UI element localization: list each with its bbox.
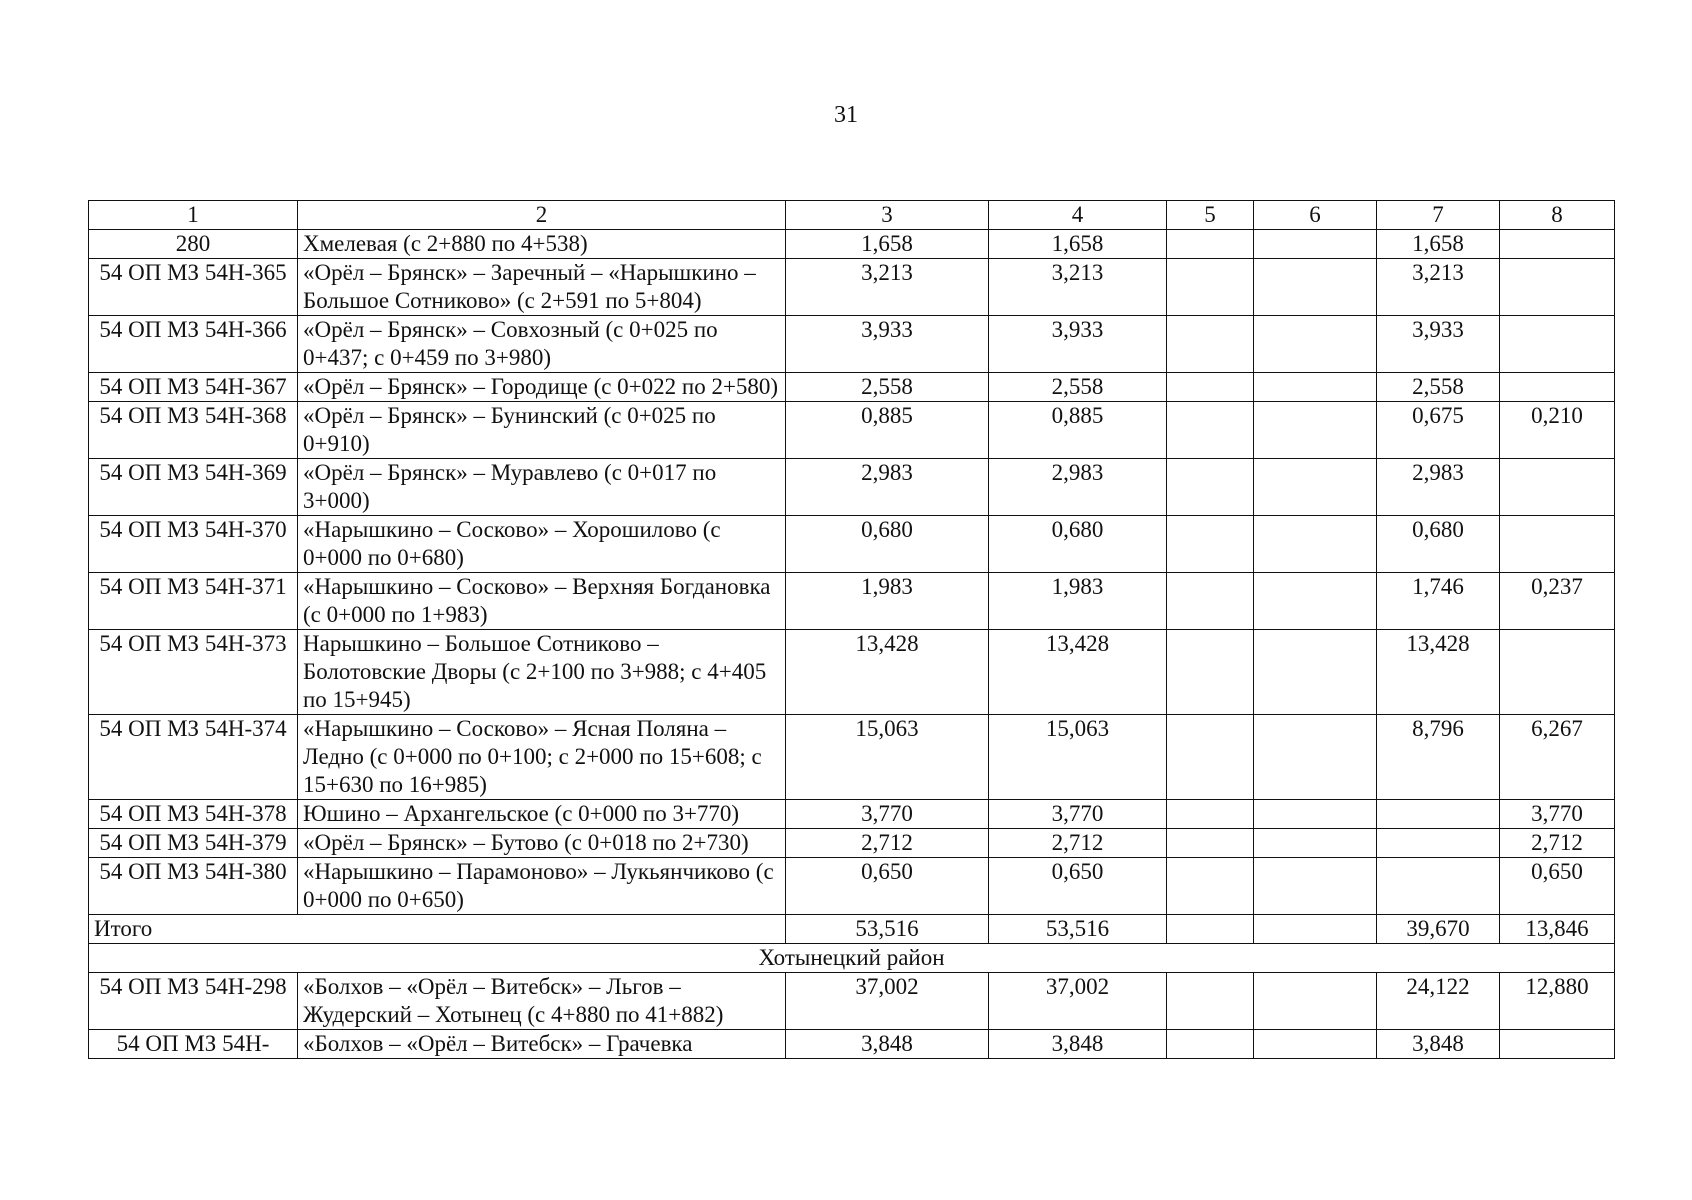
table-row xyxy=(89,715,1615,800)
value-col-7: 2,558 xyxy=(1377,373,1500,402)
table-row xyxy=(89,800,1615,829)
road-code: 54 ОП МЗ 54Н-380 xyxy=(89,858,298,915)
value-col-5 xyxy=(1167,316,1254,373)
value-col-3: 2,558 xyxy=(786,373,989,402)
value-col-5 xyxy=(1167,259,1254,316)
value-col-6 xyxy=(1254,973,1377,1030)
value-col-3: 0,650 xyxy=(786,858,989,915)
total-row xyxy=(89,915,1615,944)
road-code: 54 ОП МЗ 54Н-365 xyxy=(89,259,298,316)
value-col-4: 3,770 xyxy=(989,800,1167,829)
value-col-5 xyxy=(1167,373,1254,402)
value-col-7: 8,796 xyxy=(1377,715,1500,800)
total-label: Итого xyxy=(89,915,786,944)
value-col-7: 13,428 xyxy=(1377,630,1500,715)
value-col-5 xyxy=(1167,402,1254,459)
value-col-5 xyxy=(1167,800,1254,829)
value-col-8: 0,210 xyxy=(1500,402,1615,459)
value-col-5 xyxy=(1167,516,1254,573)
value-col-7: 1,658 xyxy=(1377,230,1500,259)
value-col-6 xyxy=(1254,1030,1377,1059)
value-col-4: 1,983 xyxy=(989,573,1167,630)
value-col-5 xyxy=(1167,459,1254,516)
road-code: 54 ОП МЗ 54Н-373 xyxy=(89,630,298,715)
value-col-6 xyxy=(1254,858,1377,915)
value-col-4: 1,658 xyxy=(989,230,1167,259)
total-col-7: 39,670 xyxy=(1377,915,1500,944)
value-col-5 xyxy=(1167,973,1254,1030)
value-col-6 xyxy=(1254,800,1377,829)
table-total xyxy=(89,915,1615,973)
value-col-3: 37,002 xyxy=(786,973,989,1030)
table-row xyxy=(89,259,1615,316)
value-col-7 xyxy=(1377,858,1500,915)
value-col-7: 0,680 xyxy=(1377,516,1500,573)
road-code: 54 ОП МЗ 54Н-379 xyxy=(89,829,298,858)
value-col-4: 3,933 xyxy=(989,316,1167,373)
header-col-8: 8 xyxy=(1500,201,1615,230)
value-col-4: 3,213 xyxy=(989,259,1167,316)
table-row xyxy=(89,230,1615,259)
road-name: Юшино – Архангельское (с 0+000 по 3+770) xyxy=(298,800,786,829)
road-code: 54 ОП МЗ 54Н-374 xyxy=(89,715,298,800)
total-col-6 xyxy=(1254,915,1377,944)
value-col-3: 0,885 xyxy=(786,402,989,459)
value-col-4: 0,680 xyxy=(989,516,1167,573)
road-name: «Орёл – Брянск» – Бутово (с 0+018 по 2+730) xyxy=(298,829,786,858)
value-col-8 xyxy=(1500,1030,1615,1059)
header-col-5: 5 xyxy=(1167,201,1254,230)
road-name: «Орёл – Брянск» – Бунинский (с 0+025 по 0+910) xyxy=(298,402,786,459)
value-col-7: 2,983 xyxy=(1377,459,1500,516)
table-row xyxy=(89,373,1615,402)
value-col-6 xyxy=(1254,573,1377,630)
value-col-7: 3,848 xyxy=(1377,1030,1500,1059)
total-col-5 xyxy=(1167,915,1254,944)
road-code: 54 ОП МЗ 54Н-368 xyxy=(89,402,298,459)
page-number: 31 xyxy=(834,102,858,128)
road-code: 54 ОП МЗ 54Н-371 xyxy=(89,573,298,630)
header-col-1: 1 xyxy=(89,201,298,230)
value-col-3: 0,680 xyxy=(786,516,989,573)
header-col-3: 3 xyxy=(786,201,989,230)
value-col-8: 6,267 xyxy=(1500,715,1615,800)
road-name: «Нарышкино – Сосково» – Хорошилово (с 0+000 по 0+680) xyxy=(298,516,786,573)
table-body-khotynets xyxy=(89,973,1615,1059)
value-col-3: 2,712 xyxy=(786,829,989,858)
value-col-8 xyxy=(1500,259,1615,316)
value-col-3: 3,770 xyxy=(786,800,989,829)
table-row xyxy=(89,316,1615,373)
road-name: «Орёл – Брянск» – Заречный – «Нарышкино – Большое Сотниково» (с 2+591 по 5+804) xyxy=(298,259,786,316)
road-name: «Болхов – «Орёл – Витебск» – Грачевка xyxy=(298,1030,786,1059)
road-code: 54 ОП МЗ 54Н-369 xyxy=(89,459,298,516)
value-col-3: 1,983 xyxy=(786,573,989,630)
value-col-8 xyxy=(1500,373,1615,402)
header-col-2: 2 xyxy=(298,201,786,230)
value-col-5 xyxy=(1167,630,1254,715)
value-col-8 xyxy=(1500,459,1615,516)
value-col-3: 3,933 xyxy=(786,316,989,373)
table-row xyxy=(89,402,1615,459)
value-col-3: 2,983 xyxy=(786,459,989,516)
total-col-4: 53,516 xyxy=(989,915,1167,944)
value-col-6 xyxy=(1254,459,1377,516)
value-col-4: 0,650 xyxy=(989,858,1167,915)
total-col-3: 53,516 xyxy=(786,915,989,944)
value-col-8: 2,712 xyxy=(1500,829,1615,858)
section-row xyxy=(89,944,1615,973)
value-col-8 xyxy=(1500,230,1615,259)
road-name: «Орёл – Брянск» – Городище (с 0+022 по 2+580) xyxy=(298,373,786,402)
value-col-7: 1,746 xyxy=(1377,573,1500,630)
value-col-5 xyxy=(1167,715,1254,800)
value-col-8 xyxy=(1500,516,1615,573)
road-code: 54 ОП МЗ 54Н-298 xyxy=(89,973,298,1030)
table-row xyxy=(89,516,1615,573)
value-col-8: 3,770 xyxy=(1500,800,1615,829)
value-col-6 xyxy=(1254,373,1377,402)
value-col-8 xyxy=(1500,316,1615,373)
road-name: «Орёл – Брянск» – Совхозный (с 0+025 по 0+437; с 0+459 по 3+980) xyxy=(298,316,786,373)
value-col-5 xyxy=(1167,1030,1254,1059)
header-col-7: 7 xyxy=(1377,201,1500,230)
value-col-4: 37,002 xyxy=(989,973,1167,1030)
value-col-6 xyxy=(1254,316,1377,373)
value-col-3: 3,213 xyxy=(786,259,989,316)
value-col-4: 2,558 xyxy=(989,373,1167,402)
value-col-5 xyxy=(1167,230,1254,259)
table-row xyxy=(89,858,1615,915)
road-name: «Нарышкино – Сосково» – Ясная Поляна – Ледно (с 0+000 по 0+100; с 2+000 по 15+608; с 15+630 по 16+985) xyxy=(298,715,786,800)
road-code: 54 ОП МЗ 54Н-366 xyxy=(89,316,298,373)
header-col-4: 4 xyxy=(989,201,1167,230)
value-col-4: 15,063 xyxy=(989,715,1167,800)
header-col-6: 6 xyxy=(1254,201,1377,230)
road-name: Нарышкино – Большое Сотниково – Болотовские Дворы (с 2+100 по 3+988; с 4+405 по 15+945) xyxy=(298,630,786,715)
value-col-7: 24,122 xyxy=(1377,973,1500,1030)
table-row xyxy=(89,573,1615,630)
value-col-6 xyxy=(1254,259,1377,316)
header-row xyxy=(89,201,1615,230)
value-col-5 xyxy=(1167,858,1254,915)
value-col-3: 13,428 xyxy=(786,630,989,715)
value-col-8: 12,880 xyxy=(1500,973,1615,1030)
table-body-naryshkino xyxy=(89,230,1615,915)
table-row xyxy=(89,973,1615,1030)
value-col-6 xyxy=(1254,230,1377,259)
value-col-7: 0,675 xyxy=(1377,402,1500,459)
road-name: «Нарышкино – Парамоново» – Лукьянчиково (с 0+000 по 0+650) xyxy=(298,858,786,915)
value-col-4: 3,848 xyxy=(989,1030,1167,1059)
value-col-7 xyxy=(1377,829,1500,858)
road-code: 54 ОП МЗ 54Н-367 xyxy=(89,373,298,402)
road-name: «Орёл – Брянск» – Муравлево (с 0+017 по 3+000) xyxy=(298,459,786,516)
roads-table xyxy=(88,200,1615,1059)
value-col-3: 15,063 xyxy=(786,715,989,800)
value-col-4: 2,983 xyxy=(989,459,1167,516)
road-code: 54 ОП МЗ 54Н- xyxy=(89,1030,298,1059)
road-code: 54 ОП МЗ 54Н-378 xyxy=(89,800,298,829)
value-col-3: 1,658 xyxy=(786,230,989,259)
value-col-6 xyxy=(1254,516,1377,573)
value-col-6 xyxy=(1254,715,1377,800)
value-col-8: 0,650 xyxy=(1500,858,1615,915)
value-col-6 xyxy=(1254,829,1377,858)
value-col-6 xyxy=(1254,402,1377,459)
value-col-7: 3,933 xyxy=(1377,316,1500,373)
total-col-8: 13,846 xyxy=(1500,915,1615,944)
value-col-4: 13,428 xyxy=(989,630,1167,715)
road-name: Хмелевая (с 2+880 по 4+538) xyxy=(298,230,786,259)
value-col-8: 0,237 xyxy=(1500,573,1615,630)
value-col-6 xyxy=(1254,630,1377,715)
road-name: «Болхов – «Орёл – Витебск» – Льгов – Жудерский – Хотынец (с 4+880 по 41+882) xyxy=(298,973,786,1030)
value-col-5 xyxy=(1167,829,1254,858)
table-header xyxy=(89,201,1615,230)
section-title: Хотынецкий район xyxy=(89,944,1615,973)
value-col-4: 0,885 xyxy=(989,402,1167,459)
table-row xyxy=(89,829,1615,858)
table-row xyxy=(89,630,1615,715)
value-col-5 xyxy=(1167,573,1254,630)
road-code: 54 ОП МЗ 54Н-370 xyxy=(89,516,298,573)
road-code: 280 xyxy=(89,230,298,259)
road-name: «Нарышкино – Сосково» – Верхняя Богдановка (с 0+000 по 1+983) xyxy=(298,573,786,630)
value-col-7 xyxy=(1377,800,1500,829)
value-col-3: 3,848 xyxy=(786,1030,989,1059)
value-col-8 xyxy=(1500,630,1615,715)
table-row xyxy=(89,1030,1615,1059)
table-row xyxy=(89,459,1615,516)
value-col-7: 3,213 xyxy=(1377,259,1500,316)
value-col-4: 2,712 xyxy=(989,829,1167,858)
